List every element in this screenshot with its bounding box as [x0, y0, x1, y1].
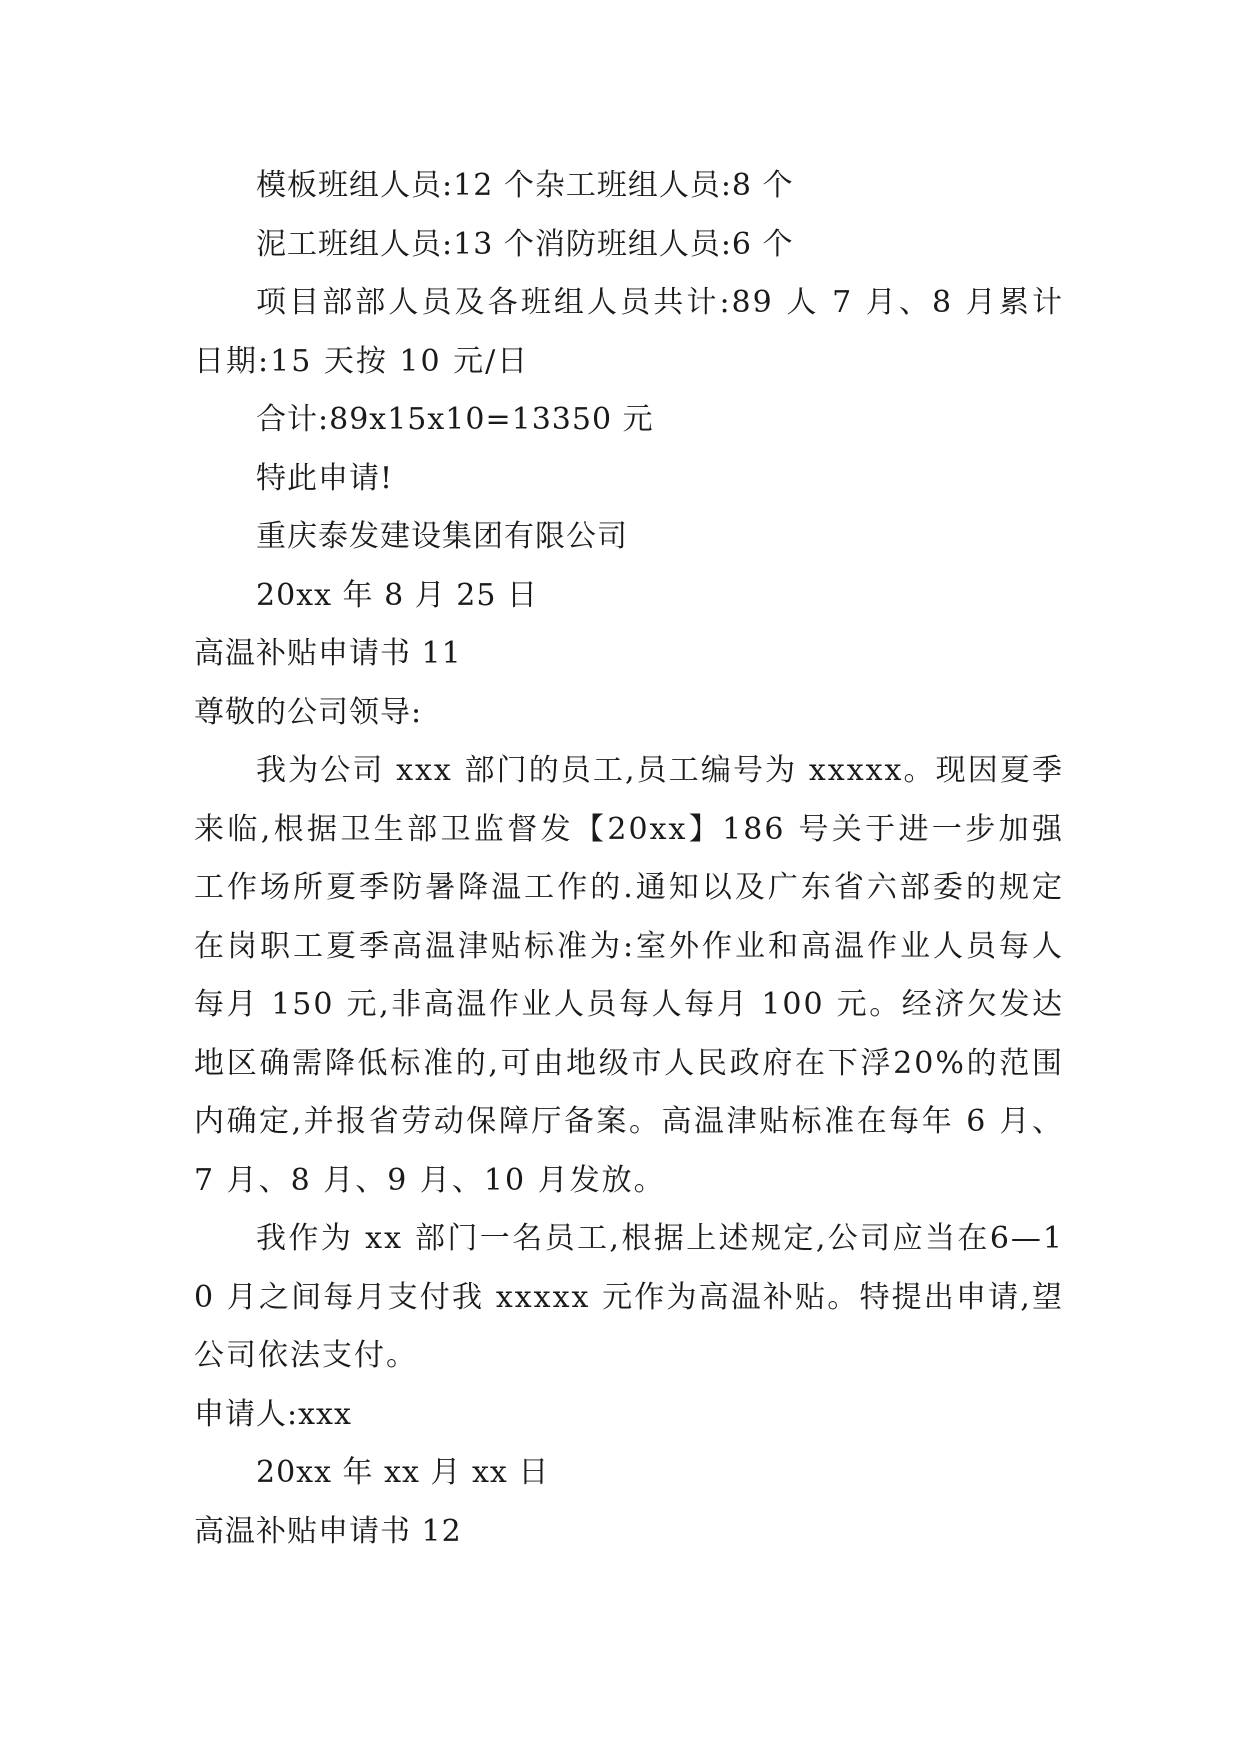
total-amount-line: 合计:89x15x10=13350 元 — [256, 402, 654, 437]
team-count-line-2: 泥工班组人员:13 个消防班组人员:6 个 — [256, 226, 794, 262]
document-page — [194, 157, 1064, 1561]
body-paragraph-1: 我为公司 xxx 部门的员工,员工编号为 xxxxx。现因夏季来临,根据卫生部卫监督发【20xx】186 号关于进一步加强工作场所夏季防暑降温工作的.通知以及广东省六部委的规定在岗职工夏季高温津贴标准为:室外作业和高温作业人员每人每月 150 元,非高温作业人员每人每月 100 元。经济欠发达地区确需降低标准的,可由地级市人民政府在下浮20%的范围内确定,并报省劳动保障厅备案。高温津贴标准在每年 6 月、7 月、8 月、9 月、10 月发放。 — [194, 753, 1064, 1198]
team-count-line-1: 模板班组人员:12 个杂工班组人员:8 个 — [256, 168, 794, 203]
company-name: 重庆泰发建设集团有限公司 — [256, 519, 628, 554]
salutation: 尊敬的公司领导: — [194, 694, 423, 730]
applicant-line: 申请人:xxx — [194, 1396, 352, 1432]
section-title-11: 高温补贴申请书 11 — [194, 636, 462, 671]
date-line-1: 20xx 年 8 月 25 日 — [256, 577, 538, 613]
body-paragraph-2: 我作为 xx 部门一名员工,根据上述规定,公司应当在6—10 月之间每月支付我 xxxxx 元作为高温补贴。特提出申请,望公司依法支付。 — [194, 1221, 1064, 1373]
total-staff-paragraph: 项目部部人员及各班组人员共计:89 人 7 月、8 月累计日期:15 天按 10 元/日 — [194, 285, 1064, 379]
section-title-12: 高温补贴申请书 12 — [194, 1513, 462, 1549]
request-closing-line: 特此申请! — [256, 460, 394, 496]
date-line-2: 20xx 年 xx 月 xx 日 — [256, 1455, 550, 1490]
